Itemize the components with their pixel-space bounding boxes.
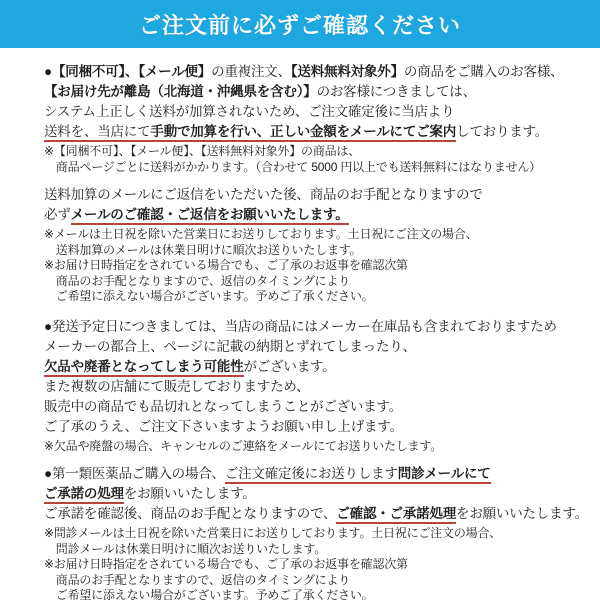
text-segment: 販売中の商品でも品切れとなってしまうことがございます。 — [44, 398, 403, 414]
text-line — [44, 62, 596, 82]
text-segment: の商品をご購入のお客様、 — [403, 64, 564, 79]
text-segment: ご承諾の処理 — [44, 486, 124, 504]
text-line — [44, 542, 596, 558]
text-segment: 問診メールは休業日明けに順次お送りいたします。 — [44, 541, 327, 556]
text-line — [44, 317, 596, 337]
text-line — [44, 243, 596, 259]
text-segment: 問診メールにて — [398, 466, 491, 484]
first-class-drug-paragraph — [44, 464, 596, 524]
text-segment: また複数の店舗にて販売しておりますため、 — [44, 378, 310, 394]
text-line — [44, 357, 596, 377]
stock-cancel-note — [44, 439, 596, 455]
mail-reply-notes — [44, 227, 596, 305]
text-line — [44, 526, 596, 542]
text-segment: ● — [44, 64, 52, 79]
text-line — [44, 588, 596, 600]
text-segment: ※問診メールは土日祝を除いた営業日にお送りしております。土日祝にご注文の場合、 — [44, 526, 502, 540]
text-segment: ご希望に添えない場合がございます。予めご了承ください。 — [44, 588, 374, 600]
text-segment: 【お届け先が離島（北海道・沖縄県を含む）】 — [44, 84, 317, 99]
text-segment: のお客様につきましては、 — [316, 84, 476, 99]
text-segment: ※お届け日時指定をされている場合でも、ご了承のお返事を確認次第 — [44, 258, 408, 272]
text-segment: ご了承のうえ、ご注文下さいますようお願い申し上げます。 — [44, 418, 403, 434]
text-line — [44, 227, 596, 243]
text-segment: 欠品や廃番となってしまう可能性 — [44, 359, 244, 377]
text-line — [44, 504, 596, 524]
text-segment: ご承諾を確認後、商品のお手配となりますので、 — [44, 506, 337, 521]
text-segment: ※お届け日時指定をされている場合でも、ご了承のお返事を確認次第 — [44, 557, 408, 571]
text-segment: ※【同梱不可】、【メール便】、【送料無料対象外】の商品は、 — [44, 144, 361, 158]
text-line — [44, 274, 596, 290]
text-line — [44, 289, 596, 305]
text-line — [44, 122, 596, 142]
text-line — [44, 185, 596, 205]
text-line — [44, 417, 596, 437]
text-segment: ご希望に添えない場合がございます。予めご了承ください。 — [44, 289, 374, 303]
shipping-date-paragraph — [44, 317, 596, 437]
text-segment: しております。 — [456, 124, 549, 139]
text-segment: 手動で加算を行い、正しい金額をメールにてご案内 — [150, 124, 456, 142]
text-line — [44, 144, 596, 160]
text-line — [44, 557, 596, 573]
text-segment: ●発送予定日につきましては、当店の商品にはメーカー在庫品も含まれておりますため — [44, 318, 557, 334]
text-segment: をお願いいたします。 — [123, 486, 256, 501]
header-bar — [0, 0, 600, 48]
text-line — [44, 573, 596, 589]
text-line — [44, 160, 596, 176]
text-line — [44, 397, 596, 417]
text-segment: 商品のお手配となりますので、返信のタイミングにより — [44, 273, 351, 288]
text-segment: 送料加算のメールは休業日明けに順次お送りいたします。 — [44, 242, 362, 257]
text-segment: 送料を、当店にて — [44, 124, 150, 142]
page-title: ご注文前に必ずご確認ください — [138, 12, 461, 38]
text-line — [44, 258, 596, 274]
text-segment: 必ず — [44, 207, 71, 222]
text-segment: をお願いいたします。 — [456, 506, 588, 521]
text-line — [44, 337, 596, 357]
text-line — [44, 439, 596, 455]
text-segment: 商品のお手配となりますので、返信のタイミングにより — [44, 572, 351, 587]
text-line — [44, 205, 596, 225]
text-line — [44, 377, 596, 397]
text-segment: メールのご確認・ご返信をお願いいたします。 — [71, 207, 349, 225]
text-segment: メーカーの都合上、ページに記載の納期とずれてしまったり、 — [44, 338, 416, 354]
text-segment: ご確認・ご承諾処理 — [336, 506, 456, 524]
drug-consent-notes — [44, 526, 596, 600]
text-line — [44, 464, 596, 484]
text-segment: の重複注文、 — [211, 64, 291, 79]
text-line — [44, 102, 596, 122]
shipping-surcharge-paragraph — [44, 62, 596, 142]
text-segment: ※欠品や廃盤の場合、キャンセルのご連絡をメールにてお送りいたします。 — [44, 438, 443, 453]
text-line — [44, 82, 596, 102]
notice-body — [0, 48, 600, 600]
text-segment: 商品ページごとに送料がかかります。（合わせて 5000 円以上でも送料無料にはなりません） — [44, 159, 541, 174]
text-segment: がございます。 — [243, 358, 336, 374]
text-segment: 【同梱不可】、【メール便】 — [51, 64, 212, 79]
shipping-surcharge-notes — [44, 144, 596, 175]
mail-reply-paragraph — [44, 185, 596, 225]
text-segment: ※メールは土日祝を除いた営業日にお送りしております。土日祝にご注文の場合、 — [44, 227, 478, 241]
text-segment: システム上正しく送料が加算されないため、ご注文確定後に当店より — [44, 104, 455, 119]
text-segment: ご注文確定後にお送りします — [225, 466, 398, 484]
text-line — [44, 484, 596, 504]
text-segment: ●第一類医薬品ご購入の場合、 — [44, 466, 225, 481]
text-segment: 送料加算のメールにご返信をいただいた後、商品のお手配となりますので — [44, 187, 483, 202]
text-segment: 【送料無料対象外】 — [290, 64, 404, 79]
